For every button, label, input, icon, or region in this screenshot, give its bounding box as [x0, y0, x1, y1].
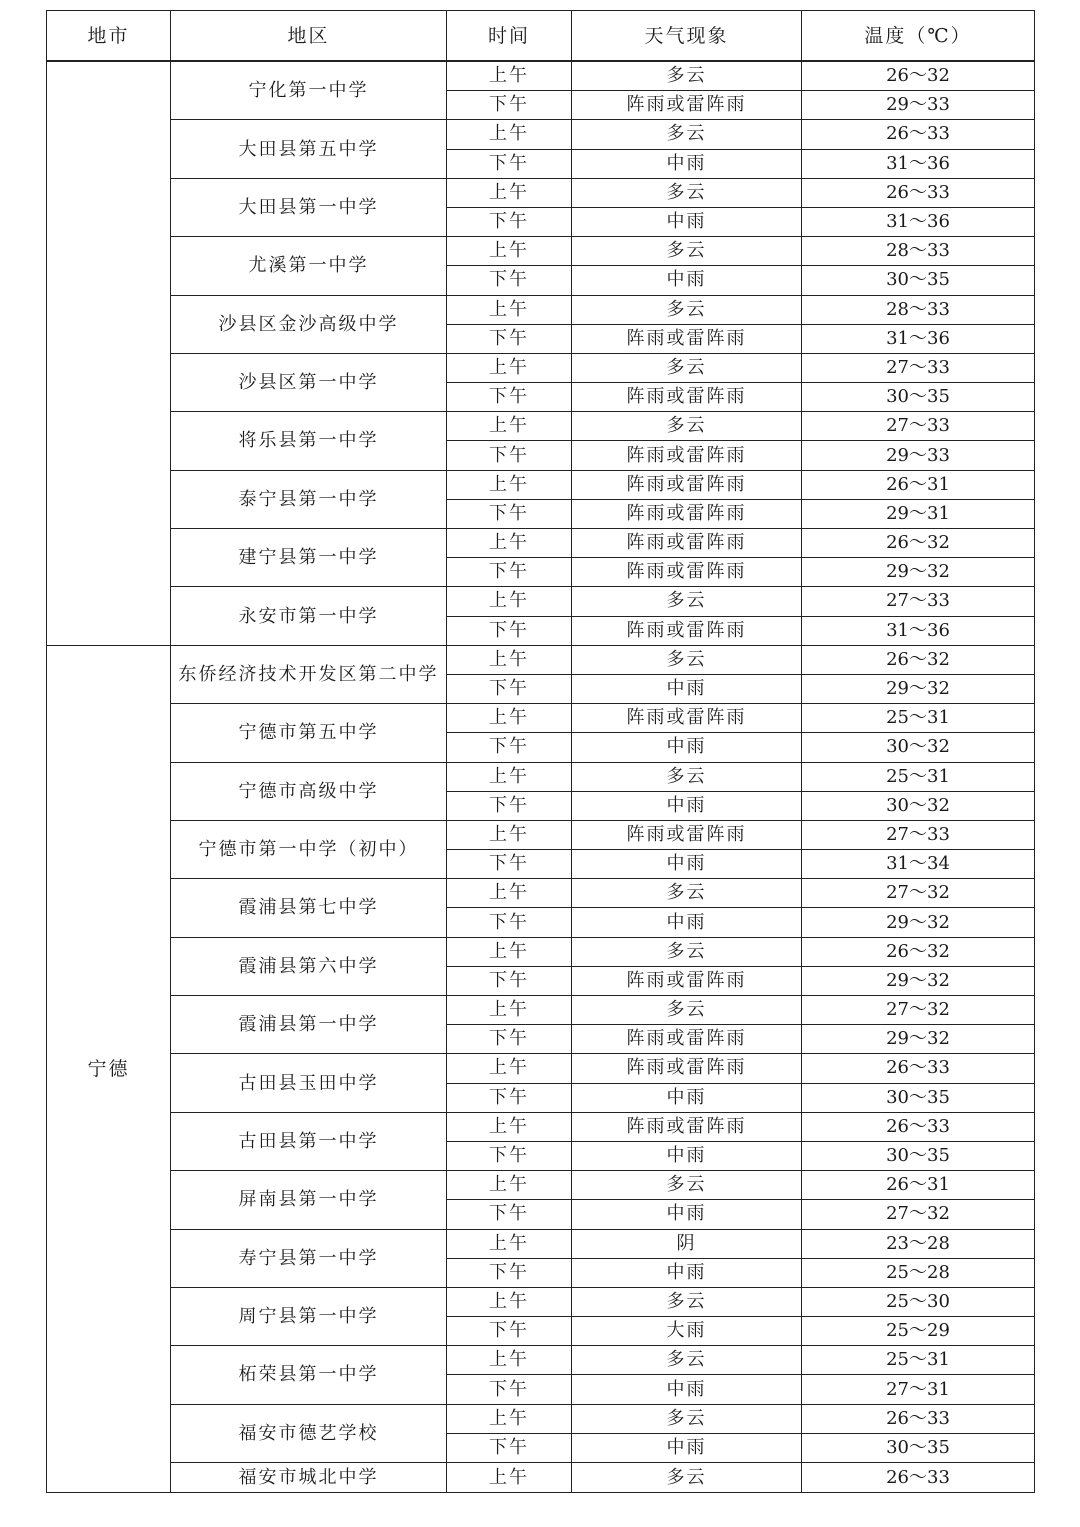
time-cell: 上午 [447, 120, 572, 149]
temperature-cell: 26～32 [802, 937, 1035, 966]
weather-cell: 多云 [572, 1171, 802, 1200]
time-cell: 下午 [447, 324, 572, 353]
table-body [47, 61, 1035, 1493]
time-cell: 上午 [447, 470, 572, 499]
time-cell: 上午 [447, 353, 572, 382]
weather-cell: 多云 [572, 937, 802, 966]
time-cell: 下午 [447, 149, 572, 178]
school-cell: 福安市城北中学 [171, 1463, 447, 1493]
temperature-cell: 29～32 [802, 966, 1035, 995]
weather-cell: 多云 [572, 1463, 802, 1493]
temperature-cell: 31～36 [802, 616, 1035, 645]
time-cell: 上午 [447, 178, 572, 207]
table-row [47, 120, 1035, 149]
weather-cell: 中雨 [572, 1433, 802, 1462]
school-cell: 沙县区金沙高级中学 [171, 295, 447, 353]
table-row [47, 587, 1035, 616]
weather-cell: 阵雨或雷阵雨 [572, 1025, 802, 1054]
weather-cell: 中雨 [572, 733, 802, 762]
school-cell: 大田县第一中学 [171, 178, 447, 236]
school-cell: 周宁县第一中学 [171, 1287, 447, 1345]
weather-cell: 中雨 [572, 1200, 802, 1229]
table-row [47, 412, 1035, 441]
time-cell: 上午 [447, 762, 572, 791]
table-row [47, 879, 1035, 908]
weather-cell: 中雨 [572, 1258, 802, 1287]
weather-cell: 多云 [572, 1404, 802, 1433]
temperature-cell: 25～31 [802, 762, 1035, 791]
temperature-cell: 26～33 [802, 178, 1035, 207]
temperature-cell: 30～32 [802, 791, 1035, 820]
weather-forecast-table [46, 10, 1035, 1493]
weather-cell: 中雨 [572, 791, 802, 820]
weather-cell: 阵雨或雷阵雨 [572, 558, 802, 587]
time-cell: 上午 [447, 1346, 572, 1375]
time-cell: 上午 [447, 61, 572, 91]
weather-cell: 阵雨或雷阵雨 [572, 529, 802, 558]
header-area: 地区 [171, 11, 447, 62]
weather-cell: 大雨 [572, 1317, 802, 1346]
temperature-cell: 30～35 [802, 266, 1035, 295]
weather-cell: 中雨 [572, 266, 802, 295]
time-cell: 下午 [447, 616, 572, 645]
weather-cell: 多云 [572, 120, 802, 149]
time-cell: 上午 [447, 529, 572, 558]
time-cell: 下午 [447, 674, 572, 703]
time-cell: 下午 [447, 850, 572, 879]
temperature-cell: 29～32 [802, 908, 1035, 937]
temperature-cell: 29～31 [802, 499, 1035, 528]
time-cell: 下午 [447, 1433, 572, 1462]
weather-cell: 阵雨或雷阵雨 [572, 441, 802, 470]
school-cell: 宁德市高级中学 [171, 762, 447, 820]
weather-cell: 中雨 [572, 149, 802, 178]
table-row [47, 178, 1035, 207]
time-cell: 下午 [447, 1141, 572, 1170]
school-cell: 古田县第一中学 [171, 1112, 447, 1170]
school-cell: 建宁县第一中学 [171, 529, 447, 587]
time-cell: 上午 [447, 587, 572, 616]
time-cell: 上午 [447, 1463, 572, 1493]
weather-cell: 多云 [572, 178, 802, 207]
table-row [47, 1171, 1035, 1200]
temperature-cell: 25～28 [802, 1258, 1035, 1287]
weather-cell: 阵雨或雷阵雨 [572, 1054, 802, 1083]
time-cell: 上午 [447, 237, 572, 266]
weather-cell: 多云 [572, 353, 802, 382]
temperature-cell: 23～28 [802, 1229, 1035, 1258]
table-row [47, 1346, 1035, 1375]
table-row [47, 645, 1035, 674]
temperature-cell: 27～32 [802, 1200, 1035, 1229]
temperature-cell: 30～35 [802, 1083, 1035, 1112]
temperature-cell: 30～35 [802, 383, 1035, 412]
weather-cell: 多云 [572, 996, 802, 1025]
weather-cell: 多云 [572, 412, 802, 441]
temperature-cell: 30～35 [802, 1433, 1035, 1462]
school-cell: 霞浦县第六中学 [171, 937, 447, 995]
temperature-cell: 31～36 [802, 207, 1035, 236]
time-cell: 下午 [447, 1025, 572, 1054]
temperature-cell: 26～33 [802, 1112, 1035, 1141]
header-weather: 天气现象 [572, 11, 802, 62]
temperature-cell: 28～33 [802, 237, 1035, 266]
time-cell: 上午 [447, 645, 572, 674]
school-cell: 屏南县第一中学 [171, 1171, 447, 1229]
weather-cell: 阵雨或雷阵雨 [572, 324, 802, 353]
time-cell: 上午 [447, 937, 572, 966]
temperature-cell: 29～33 [802, 91, 1035, 120]
temperature-cell: 30～35 [802, 1141, 1035, 1170]
time-cell: 上午 [447, 412, 572, 441]
temperature-cell: 26～32 [802, 645, 1035, 674]
temperature-cell: 26～31 [802, 470, 1035, 499]
weather-cell: 多云 [572, 237, 802, 266]
time-cell: 上午 [447, 704, 572, 733]
time-cell: 下午 [447, 266, 572, 295]
time-cell: 下午 [447, 1317, 572, 1346]
time-cell: 上午 [447, 820, 572, 849]
school-cell: 寿宁县第一中学 [171, 1229, 447, 1287]
time-cell: 上午 [447, 879, 572, 908]
time-cell: 下午 [447, 383, 572, 412]
table-row [47, 704, 1035, 733]
temperature-cell: 31～36 [802, 149, 1035, 178]
temperature-cell: 26～32 [802, 61, 1035, 91]
city-cell [47, 61, 171, 645]
weather-cell: 中雨 [572, 1375, 802, 1404]
table-row [47, 820, 1035, 849]
temperature-cell: 29～32 [802, 558, 1035, 587]
time-cell: 上午 [447, 1229, 572, 1258]
weather-cell: 阵雨或雷阵雨 [572, 820, 802, 849]
table-row [47, 61, 1035, 91]
temperature-cell: 27～33 [802, 820, 1035, 849]
temperature-cell: 28～33 [802, 295, 1035, 324]
time-cell: 上午 [447, 1171, 572, 1200]
table-row [47, 762, 1035, 791]
time-cell: 下午 [447, 1258, 572, 1287]
weather-cell: 多云 [572, 61, 802, 91]
time-cell: 上午 [447, 1112, 572, 1141]
table-row [47, 295, 1035, 324]
weather-cell: 中雨 [572, 207, 802, 236]
table-header [47, 11, 1035, 62]
city-cell: 宁德 [47, 645, 171, 1492]
header-temperature: 温度（℃） [802, 11, 1035, 62]
school-cell: 宁德市第一中学（初中） [171, 820, 447, 878]
time-cell: 上午 [447, 295, 572, 324]
table-row [47, 470, 1035, 499]
temperature-cell: 29～33 [802, 441, 1035, 470]
table-row [47, 1463, 1035, 1493]
temperature-cell: 27～33 [802, 353, 1035, 382]
weather-cell: 多云 [572, 1346, 802, 1375]
header-city: 地市 [47, 11, 171, 62]
school-cell: 宁德市第五中学 [171, 704, 447, 762]
time-cell: 上午 [447, 996, 572, 1025]
table-row [47, 237, 1035, 266]
temperature-cell: 25～31 [802, 1346, 1035, 1375]
weather-cell: 多云 [572, 295, 802, 324]
temperature-cell: 27～33 [802, 587, 1035, 616]
temperature-cell: 25～29 [802, 1317, 1035, 1346]
temperature-cell: 26～33 [802, 120, 1035, 149]
school-cell: 福安市德艺学校 [171, 1404, 447, 1462]
time-cell: 下午 [447, 207, 572, 236]
temperature-cell: 26～31 [802, 1171, 1035, 1200]
weather-cell: 阵雨或雷阵雨 [572, 616, 802, 645]
temperature-cell: 29～32 [802, 674, 1035, 703]
temperature-cell: 30～32 [802, 733, 1035, 762]
table-row [47, 1229, 1035, 1258]
temperature-cell: 31～36 [802, 324, 1035, 353]
weather-cell: 中雨 [572, 908, 802, 937]
school-cell: 霞浦县第一中学 [171, 996, 447, 1054]
time-cell: 下午 [447, 1375, 572, 1404]
school-cell: 永安市第一中学 [171, 587, 447, 645]
school-cell: 柘荣县第一中学 [171, 1346, 447, 1404]
weather-cell: 中雨 [572, 850, 802, 879]
table-row [47, 1404, 1035, 1433]
time-cell: 上午 [447, 1404, 572, 1433]
time-cell: 下午 [447, 441, 572, 470]
weather-cell: 阵雨或雷阵雨 [572, 383, 802, 412]
school-cell: 霞浦县第七中学 [171, 879, 447, 937]
time-cell: 下午 [447, 966, 572, 995]
weather-cell: 阵雨或雷阵雨 [572, 966, 802, 995]
temperature-cell: 27～31 [802, 1375, 1035, 1404]
time-cell: 下午 [447, 733, 572, 762]
school-cell: 泰宁县第一中学 [171, 470, 447, 528]
weather-cell: 中雨 [572, 674, 802, 703]
weather-cell: 阵雨或雷阵雨 [572, 1112, 802, 1141]
time-cell: 下午 [447, 1083, 572, 1112]
temperature-cell: 25～31 [802, 704, 1035, 733]
temperature-cell: 31～34 [802, 850, 1035, 879]
header-time: 时间 [447, 11, 572, 62]
school-cell: 尤溪第一中学 [171, 237, 447, 295]
table-row [47, 1054, 1035, 1083]
weather-cell: 多云 [572, 879, 802, 908]
weather-cell: 阴 [572, 1229, 802, 1258]
weather-cell: 多云 [572, 587, 802, 616]
temperature-cell: 26～33 [802, 1404, 1035, 1433]
table-row [47, 937, 1035, 966]
temperature-cell: 26～32 [802, 529, 1035, 558]
weather-cell: 多云 [572, 645, 802, 674]
temperature-cell: 27～33 [802, 412, 1035, 441]
weather-cell: 阵雨或雷阵雨 [572, 91, 802, 120]
weather-cell: 阵雨或雷阵雨 [572, 704, 802, 733]
time-cell: 下午 [447, 91, 572, 120]
time-cell: 下午 [447, 908, 572, 937]
school-cell: 宁化第一中学 [171, 61, 447, 120]
table-row [47, 529, 1035, 558]
temperature-cell: 27～32 [802, 879, 1035, 908]
weather-cell: 多云 [572, 1287, 802, 1316]
temperature-cell: 25～30 [802, 1287, 1035, 1316]
weather-cell: 中雨 [572, 1141, 802, 1170]
time-cell: 下午 [447, 791, 572, 820]
school-cell: 将乐县第一中学 [171, 412, 447, 470]
time-cell: 下午 [447, 1200, 572, 1229]
weather-cell: 阵雨或雷阵雨 [572, 470, 802, 499]
school-cell: 东侨经济技术开发区第二中学 [171, 645, 447, 703]
temperature-cell: 29～32 [802, 1025, 1035, 1054]
weather-cell: 中雨 [572, 1083, 802, 1112]
table-row [47, 1112, 1035, 1141]
time-cell: 下午 [447, 499, 572, 528]
weather-cell: 阵雨或雷阵雨 [572, 499, 802, 528]
weather-cell: 多云 [572, 762, 802, 791]
header-row [47, 11, 1035, 62]
school-cell: 古田县玉田中学 [171, 1054, 447, 1112]
temperature-cell: 26～33 [802, 1054, 1035, 1083]
temperature-cell: 26～33 [802, 1463, 1035, 1493]
time-cell: 下午 [447, 558, 572, 587]
time-cell: 上午 [447, 1287, 572, 1316]
school-cell: 沙县区第一中学 [171, 353, 447, 411]
temperature-cell: 27～32 [802, 996, 1035, 1025]
table-row [47, 996, 1035, 1025]
table-row [47, 1287, 1035, 1316]
school-cell: 大田县第五中学 [171, 120, 447, 178]
time-cell: 上午 [447, 1054, 572, 1083]
table-row [47, 353, 1035, 382]
